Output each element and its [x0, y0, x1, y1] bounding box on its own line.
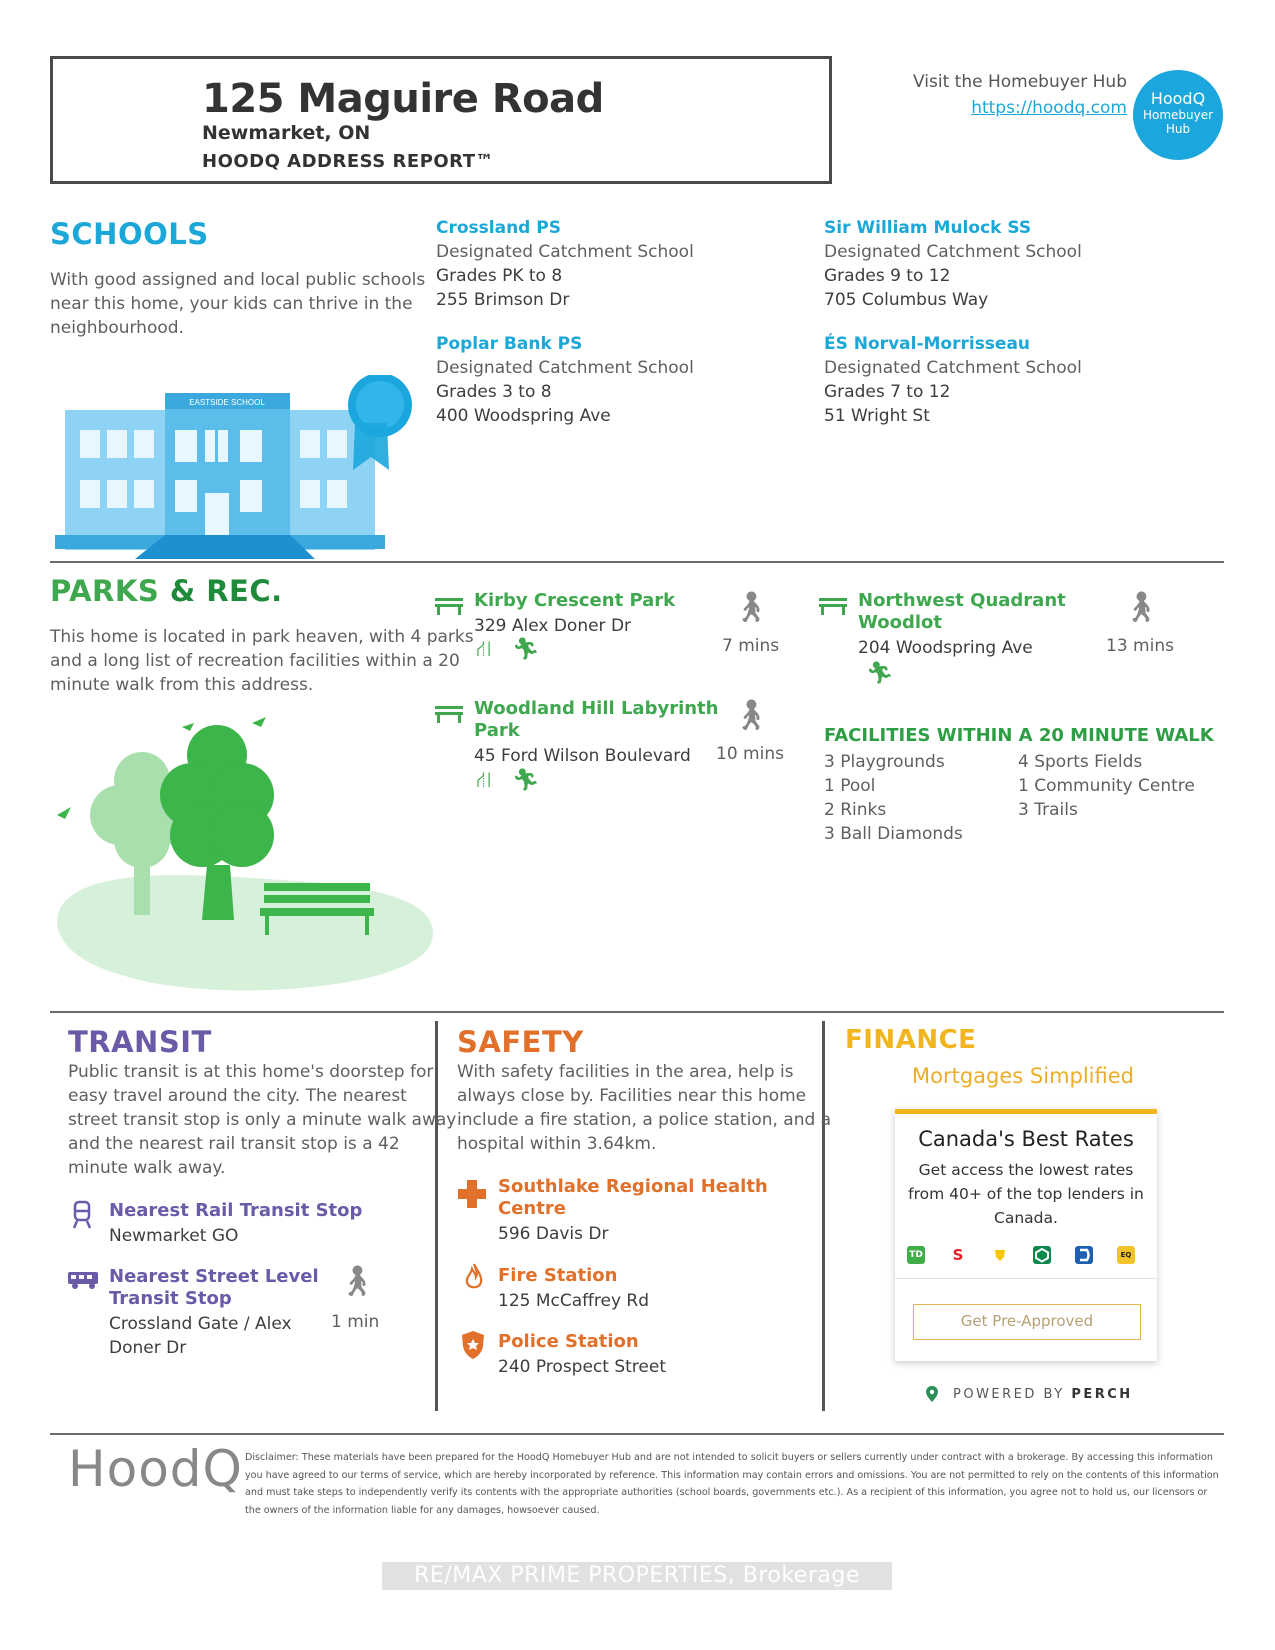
school-grades: Grades 9 to 12 [824, 266, 951, 286]
transit-desc-line: street transit stop is only a minute walk away [68, 1110, 457, 1130]
city-label: Newmarket, ON [202, 122, 371, 144]
street-stop-name-cont: Doner Dr [109, 1338, 187, 1358]
desjardins-logo [991, 1246, 1009, 1264]
school-name[interactable]: ÉS Norval-Morrisseau [824, 334, 1031, 354]
badge-line-3: Hub [1165, 122, 1191, 136]
schools-desc-line: near this home, your kids can thrive in the [50, 294, 413, 314]
rail-stop-name: Newmarket GO [109, 1226, 239, 1246]
train-icon [72, 1200, 92, 1230]
school-grades: Grades PK to 8 [436, 266, 563, 286]
sports-icon: 🏃︎ [866, 661, 894, 686]
parks-desc-line: and a long list of recreation facilities within a 20 [50, 651, 460, 671]
safety-desc-line: With safety facilities in the area, help is [457, 1062, 794, 1082]
card-text-line: Get access the lowest rates [918, 1161, 1134, 1179]
scotiabank-logo: S [952, 1246, 964, 1264]
safety-heading: SAFETY [457, 1025, 584, 1059]
facility-item: 1 Pool [824, 776, 876, 796]
safety-desc-line: always close by. Facilities near this home [457, 1086, 807, 1106]
park-name[interactable]: Woodland Hill Labyrinth [474, 698, 719, 719]
school-name[interactable]: Poplar Bank PS [436, 334, 583, 354]
section-divider [50, 561, 1224, 563]
school-type: Designated Catchment School [436, 242, 694, 262]
fire-station-label[interactable]: Fire Station [498, 1265, 618, 1286]
transit-desc-line: Public transit is at this home's doorstep for [68, 1062, 434, 1082]
park-address: 45 Ford Wilson Boulevard [474, 746, 691, 766]
street-stop-name: Crossland Gate / Alex [109, 1314, 292, 1334]
eq-bank-logo: EQ [1117, 1246, 1135, 1264]
transit-desc-line: minute walk away. [68, 1158, 226, 1178]
park-name-cont[interactable]: Woodlot [858, 612, 942, 633]
sports-icon: 🏃︎ [512, 768, 540, 793]
location-pin-icon [925, 1385, 939, 1403]
walk-icon: 🚶︎ [732, 590, 771, 625]
parks-desc-line: This home is located in park heaven, with 4 parks [50, 627, 474, 647]
parks-heading-b: & REC. [169, 574, 283, 608]
column-divider [822, 1021, 825, 1411]
column-divider [435, 1021, 438, 1411]
street-stop-label-cont[interactable]: Transit Stop [109, 1288, 232, 1309]
school-illustration [55, 375, 425, 560]
bus-icon [68, 1270, 100, 1290]
police-shield-icon [461, 1330, 485, 1360]
bench-icon [435, 704, 463, 724]
walk-icon: 🚶︎ [732, 698, 771, 733]
disclaimer-text: Disclaimer: These materials have been prepared for the HoodQ Homebuyer Hub and are not intended to solicit buyers or sellers currently under contract with a brokerage. By accessing this information you have agreed to our terms of service, which are hereby incorporated by reference. This information may contain errors and omissions. You are not permitted to rely on the contents of this information and must take steps to independently verify its contents with the appropriate authorities (school boards, governments etc.). As a recipient of this information, you agree not to hold us, our licensors or the owners of the information liable for any damages, howsoever caused. [245, 1452, 1219, 1516]
finance-heading: FINANCE [845, 1025, 977, 1055]
school-type: Designated Catchment School [824, 358, 1082, 378]
badge-line-2: Homebuyer [1142, 108, 1214, 122]
street-stop-label[interactable]: Nearest Street Level [109, 1266, 319, 1287]
brokerage-watermark: RE/MAX PRIME PROPERTIES, Brokerage [382, 1562, 892, 1590]
facility-item: 4 Sports Fields [1018, 752, 1143, 772]
schools-desc-line: neighbourhood. [50, 318, 184, 338]
police-station-label[interactable]: Police Station [498, 1331, 639, 1352]
hospital-address: 596 Davis Dr [498, 1224, 609, 1244]
parks-heading [50, 574, 283, 608]
park-address: 329 Alex Doner Dr [474, 616, 632, 636]
footer-divider [50, 1433, 1224, 1435]
badge-line-1: HoodQ [1150, 89, 1206, 108]
transit-desc-line: easy travel around the city. The nearest [68, 1086, 407, 1106]
hospital-cross-icon [458, 1180, 486, 1208]
powered-by-label [953, 1387, 1133, 1402]
facility-item: 3 Playgrounds [824, 752, 945, 772]
page-title: 125 Maguire Road [202, 76, 604, 122]
park-address: 204 Woodspring Ave [858, 638, 1033, 658]
hub-text: Visit the Homebuyer Hub [913, 72, 1127, 92]
facility-item: 3 Ball Diamonds [824, 824, 963, 844]
facility-item: 2 Rinks [824, 800, 887, 820]
school-address: 400 Woodspring Ave [436, 406, 611, 426]
police-station-address: 240 Prospect Street [498, 1357, 666, 1377]
facility-item: 3 Trails [1018, 800, 1078, 820]
school-type: Designated Catchment School [436, 358, 694, 378]
transit-heading: TRANSIT [68, 1025, 212, 1059]
td-bank-logo: TD [907, 1246, 925, 1264]
card-text-line: Canada. [994, 1209, 1058, 1227]
park-name[interactable]: Northwest Quadrant [858, 590, 1066, 611]
card-divider [895, 1278, 1157, 1279]
walk-time: 13 mins [1106, 636, 1174, 656]
schools-heading: SCHOOLS [50, 217, 209, 251]
perch-brand: PERCH [1071, 1387, 1133, 1402]
transit-desc-line: and the nearest rail transit stop is a 42 [68, 1134, 400, 1154]
card-title: Canada's Best Rates [918, 1127, 1134, 1151]
hoodq-logo: HoodQ [68, 1440, 243, 1498]
park-name[interactable]: Kirby Crescent Park [474, 590, 676, 611]
school-grades: Grades 3 to 8 [436, 382, 552, 402]
report-title: HOODQ ADDRESS REPORT™ [202, 151, 495, 172]
bench-icon [819, 596, 847, 616]
fire-icon [464, 1262, 484, 1292]
school-name[interactable]: Sir William Mulock SS [824, 218, 1032, 238]
school-sign-text: EASTSIDE SCHOOL [189, 398, 265, 407]
section-divider [50, 1011, 1224, 1013]
walk-icon: 🚶︎ [1122, 590, 1161, 625]
playground-icon: ⛙ [476, 768, 492, 793]
schools-desc-line: With good assigned and local public schools [50, 270, 426, 290]
hub-link[interactable]: https://hoodq.com [971, 98, 1127, 118]
cibc-logo [1075, 1246, 1093, 1264]
park-name-cont[interactable]: Park [474, 720, 520, 741]
safety-desc-line: include a fire station, a police station, and a [457, 1110, 832, 1130]
school-address: 705 Columbus Way [824, 290, 989, 310]
school-type: Designated Catchment School [824, 242, 1082, 262]
parks-heading-a: PARKS [50, 574, 160, 608]
bmo-logo [1033, 1246, 1051, 1264]
powered-by-text: POWERED BY [953, 1387, 1065, 1402]
fire-station-address: 125 McCaffrey Rd [498, 1291, 650, 1311]
walk-icon: 🚶︎ [338, 1264, 377, 1299]
walk-time: 1 min [331, 1312, 380, 1332]
sports-icon: 🏃︎ [512, 637, 540, 662]
card-text-line: from 40+ of the top lenders in [908, 1185, 1144, 1203]
homebuyer-hub-badge[interactable] [1133, 70, 1223, 160]
hospital-name[interactable]: Southlake Regional Health [498, 1176, 768, 1197]
school-address: 51 Wright St [824, 406, 930, 426]
walk-time: 7 mins [722, 636, 780, 656]
bench-icon [435, 596, 463, 616]
parks-desc-line: minute walk from this address. [50, 675, 314, 695]
safety-desc-line: hospital within 3.64km. [457, 1134, 657, 1154]
park-illustration [52, 715, 437, 1000]
playground-icon: ⛙ [476, 637, 492, 662]
school-name[interactable]: Crossland PS [436, 218, 561, 238]
hospital-name-cont[interactable]: Centre [498, 1198, 566, 1219]
school-address: 255 Brimson Dr [436, 290, 570, 310]
school-grades: Grades 7 to 12 [824, 382, 951, 402]
finance-subheading: Mortgages Simplified [912, 1064, 1134, 1088]
facilities-heading: FACILITIES WITHIN A 20 MINUTE WALK [824, 725, 1214, 746]
get-pre-approved-button[interactable]: Get Pre-Approved [913, 1304, 1141, 1340]
rail-stop-label[interactable]: Nearest Rail Transit Stop [109, 1200, 363, 1221]
facility-item: 1 Community Centre [1018, 776, 1195, 796]
walk-time: 10 mins [716, 744, 784, 764]
